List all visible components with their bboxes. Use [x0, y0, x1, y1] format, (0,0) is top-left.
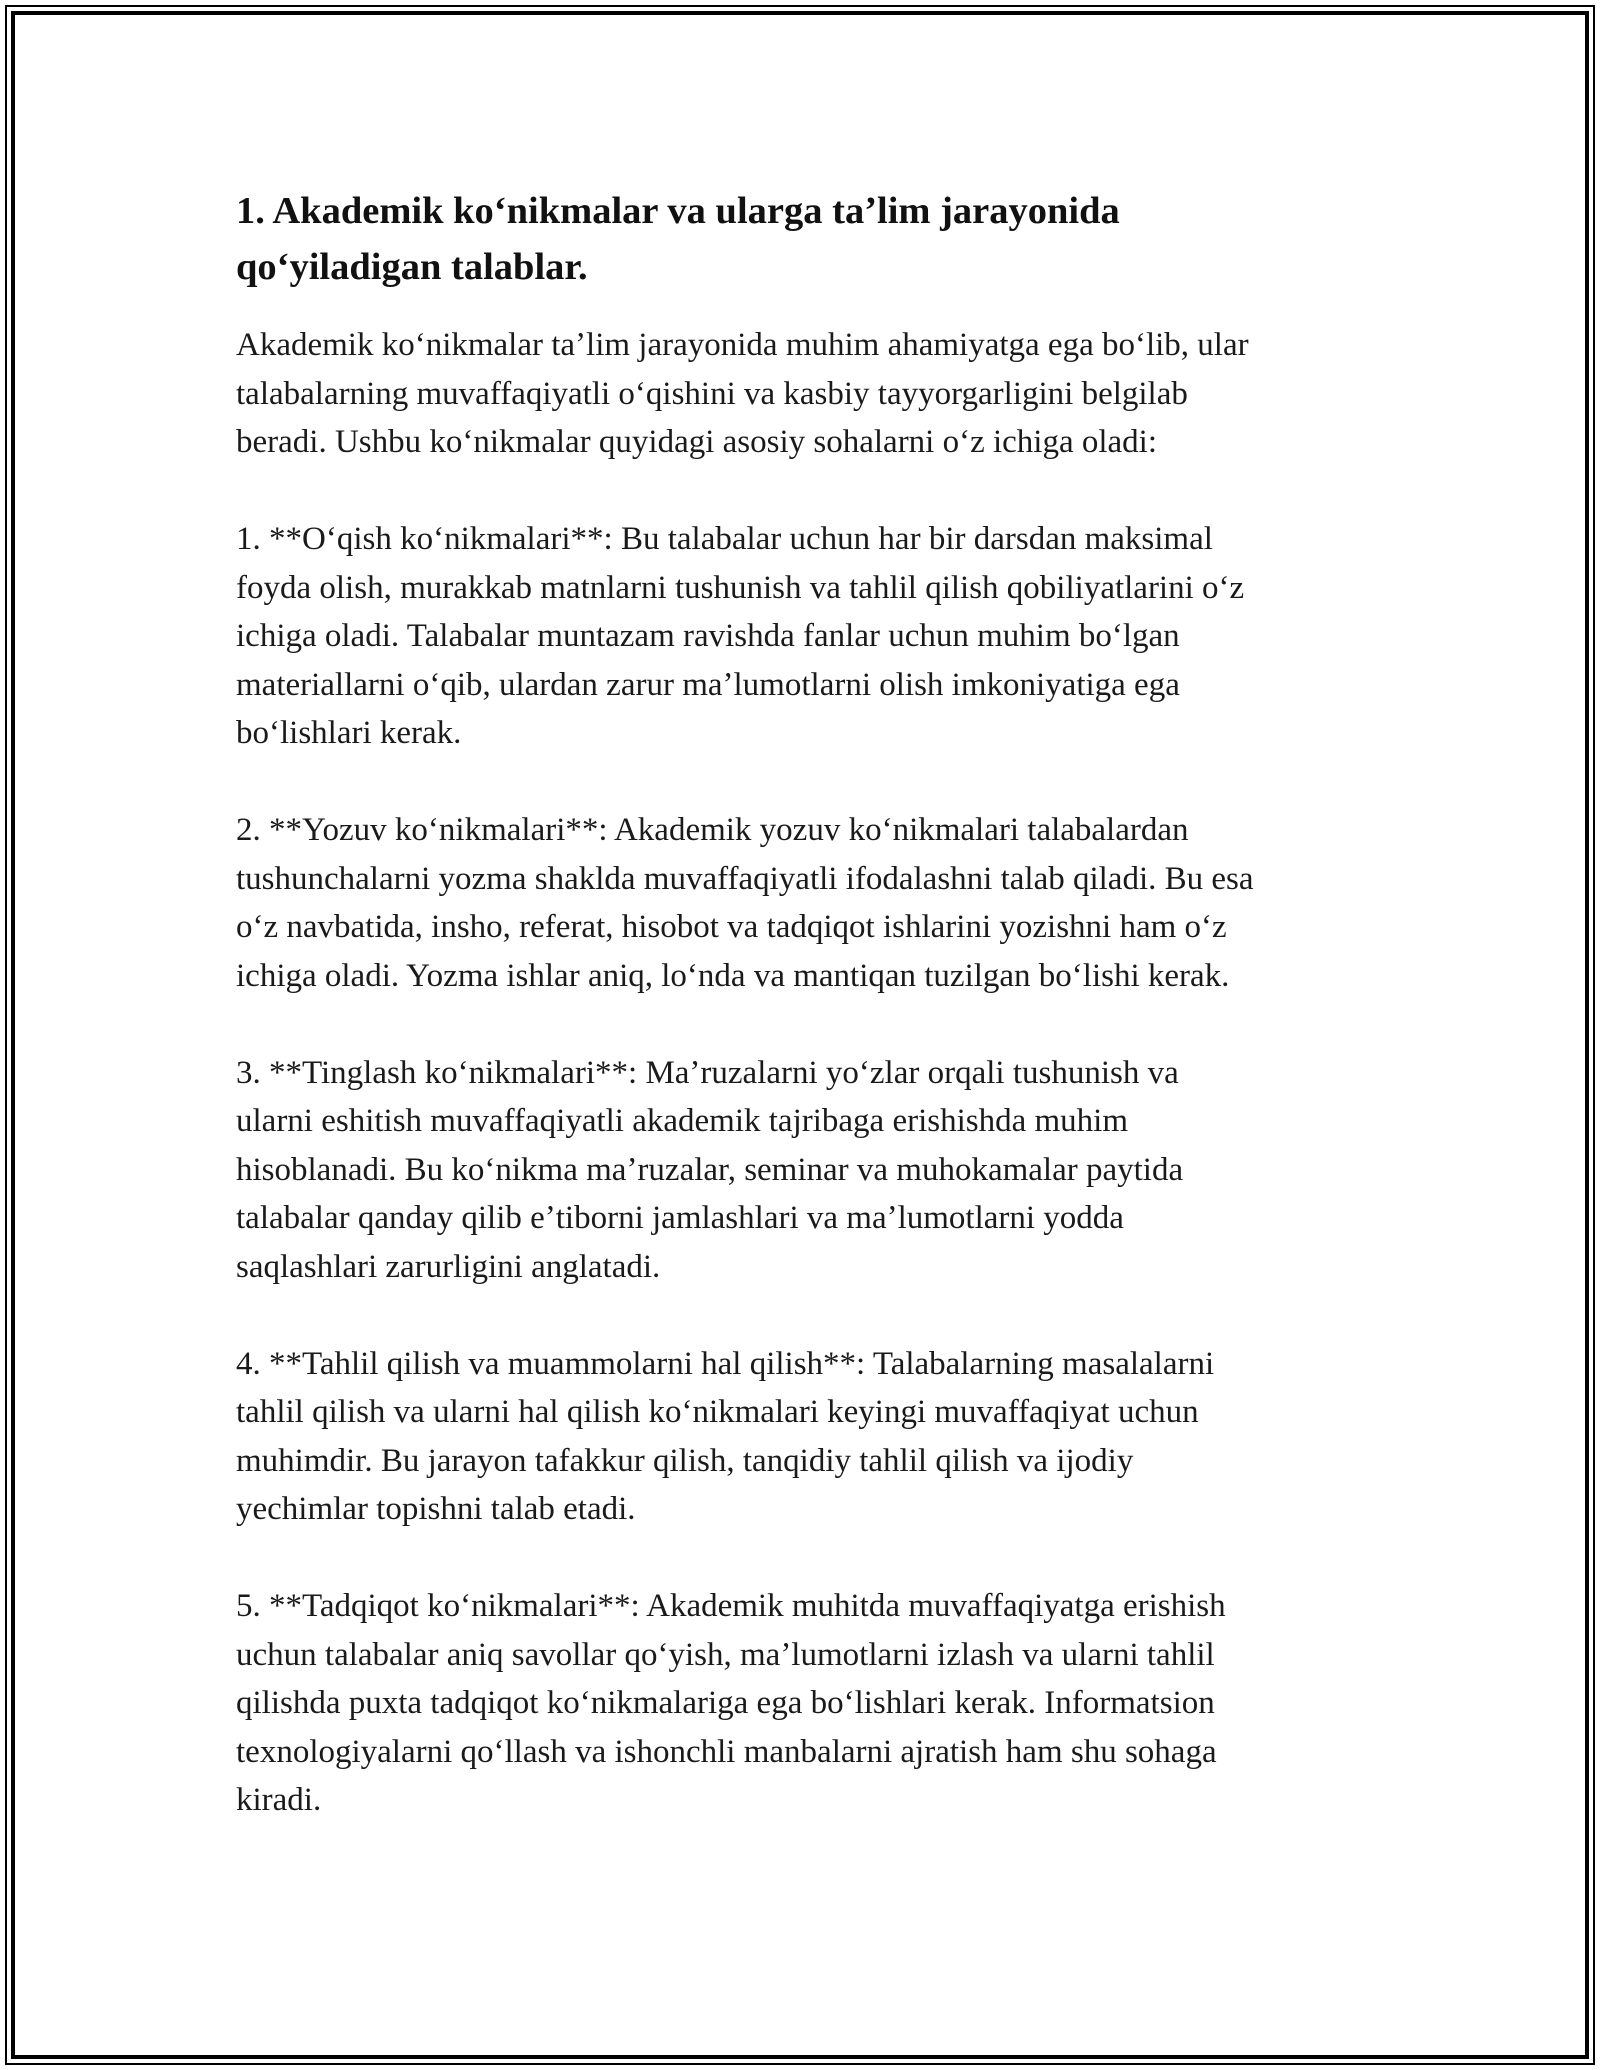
text-line: uchun talabalar aniq savollar qoʻyish, maʼlumotlarni izlash va ularni tahlil — [236, 1636, 1215, 1673]
text-line: texnologiyalarni qoʻllash va ishonchli manbalarni ajratish ham shu sohaga — [236, 1733, 1217, 1770]
text-line: tushunchalarni yozma shaklda muvaffaqiyatli ifodalashni talab qiladi. Bu esa — [236, 860, 1254, 897]
title-line: qoʻyiladigan talablar. — [236, 246, 588, 288]
list-item-reading-skills — [236, 515, 1396, 758]
text-line: Akademik koʻnikmalar taʼlim jarayonida muhim ahamiyatga ega boʻlib, ular — [236, 327, 1249, 363]
list-item-listening-skills — [236, 1049, 1396, 1292]
intro-paragraph — [236, 321, 1396, 467]
text-line: 5. **Tadqiqot koʻnikmalari**: Akademik muhitda muvaffaqiyatga erishish — [236, 1588, 1226, 1624]
list-item-analysis-skills — [236, 1340, 1396, 1534]
text-line: talabalarning muvaffaqiyatli oʻqishini va kasbiy tayyorgarligini belgilab — [236, 375, 1188, 412]
text-line: materiallarni oʻqib, ulardan zarur maʼlumotlarni olish imkoniyatiga ega — [236, 666, 1180, 703]
text-line: muhimdir. Bu jarayon tafakkur qilish, tanqidiy tahlil qilish va ijodiy — [236, 1442, 1134, 1479]
text-line: yechimlar topishni talab etadi. — [236, 1491, 636, 1527]
text-line: saqlashlari zarurligini anglatadi. — [236, 1248, 661, 1285]
text-line: ichiga oladi. Talabalar muntazam ravishda fanlar uchun muhim boʻlgan — [236, 618, 1180, 654]
text-line: foyda olish, murakkab matnlarni tushunish va tahlil qilish qobiliyatlarini oʻz — [236, 569, 1245, 606]
text-line: 2. **Yozuv koʻnikmalari**: Akademik yozuv koʻnikmalari talabalardan — [236, 812, 1189, 848]
text-line: boʻlishlari kerak. — [236, 715, 462, 751]
title-line: 1. Akademik koʻnikmalar va ularga taʼlim jarayonida — [236, 190, 1120, 232]
text-line: talabalar qanday qilib eʼtiborni jamlashlari va maʼlumotlarni yodda — [236, 1200, 1124, 1236]
document-page — [236, 183, 1396, 1825]
text-line: hisoblanadi. Bu koʻnikma maʼruzalar, seminar va muhokamalar paytida — [236, 1151, 1184, 1188]
text-line: beradi. Ushbu koʻnikmalar quyidagi asosiy sohalarni oʻz ichiga oladi: — [236, 424, 1158, 460]
text-line: kiradi. — [236, 1782, 322, 1818]
text-line: tahlil qilish va ularni hal qilish koʻnikmalari keyingi muvaffaqiyat uchun — [236, 1394, 1199, 1430]
text-line: 4. **Tahlil qilish va muammolarni hal qilish**: Talabalarning masalalarni — [236, 1345, 1215, 1382]
text-line: oʻz navbatida, insho, referat, hisobot va tadqiqot ishlarini yozishni ham oʻz — [236, 909, 1227, 945]
text-line: qilishda puxta tadqiqot koʻnikmalariga ega boʻlishlari kerak. Informatsion — [236, 1685, 1215, 1721]
text-line: 1. **Oʻqish koʻnikmalari**: Bu talabalar uchun har bir darsdan maksimal — [236, 521, 1213, 557]
text-line: ichiga oladi. Yozma ishlar aniq, loʻnda va mantiqan tuzilgan boʻlishi kerak. — [236, 957, 1230, 994]
list-item-writing-skills — [236, 806, 1396, 1000]
list-item-research-skills — [236, 1582, 1396, 1825]
text-line: ularni eshitish muvaffaqiyatli akademik tajribaga erishishda muhim — [236, 1103, 1128, 1139]
section-title — [236, 183, 1396, 295]
text-line: 3. **Tinglash koʻnikmalari**: Maʼruzalarni yoʻzlar orqali tushunish va — [236, 1054, 1179, 1091]
